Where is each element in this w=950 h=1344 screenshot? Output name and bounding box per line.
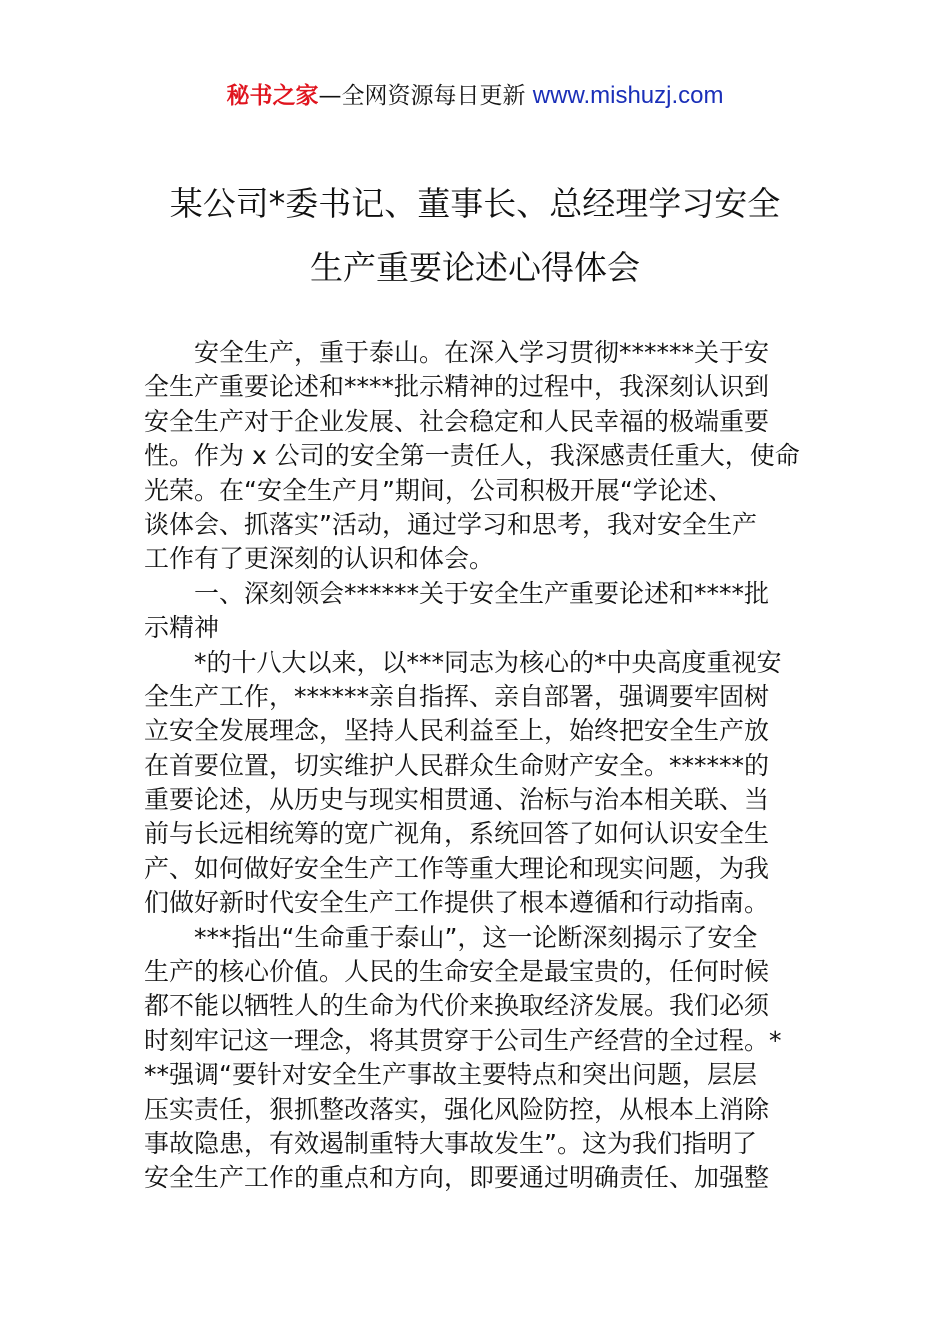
site-tagline: —全网资源每日更新	[318, 83, 533, 109]
body-text-line: 前与长远相统筹的宽广视角，系统回答了如何认识安全生	[144, 819, 770, 849]
body-text-line: 们做好新时代安全生产工作提供了根本遵循和行动指南。	[144, 888, 770, 918]
body-text-line: 产、如何做好安全生产工作等重大理论和现实问题，为我	[144, 853, 770, 883]
body-text-line: 立安全发展理念，坚持人民利益至上，始终把安全生产放	[144, 716, 770, 746]
body-text-line: 时刻牢记这一理念，将其贯穿于公司生产经营的全过程。*	[144, 1025, 782, 1055]
body-text-line: 都不能以牺牲人的生命为代价来换取经济发展。我们必须	[144, 991, 770, 1021]
body-text-line: 一、深刻领会******关于安全生产重要论述和****批	[194, 578, 770, 608]
document-title-line-1: 某公司*委书记、董事长、总经理学习安全	[169, 184, 781, 223]
site-header	[0, 80, 950, 112]
body-text-line: 重要论述，从历史与现实相贯通、治标与治本相关联、当	[144, 785, 770, 815]
body-text-line: 全生产工作，******亲自指挥、亲自部署，强调要牢固树	[144, 681, 770, 711]
body-text-line: 性。作为 x 公司的安全第一责任人，我深感责任重大，使命	[144, 441, 800, 471]
body-text-line: 全生产重要论述和****批示精神的过程中，我深刻认识到	[144, 372, 770, 402]
body-text-line: 工作有了更深刻的认识和体会。	[144, 544, 495, 574]
body-text-line: 光荣。在“安全生产月”期间，公司积极开展“学论述、	[144, 475, 733, 505]
body-text-line: 在首要位置，切实维护人民群众生命财产安全。******的	[144, 750, 770, 780]
body-text-line: *的十八大以来，以***同志为核心的*中央高度重视安	[194, 647, 782, 677]
document-title-line-2: 生产重要论述心得体会	[310, 248, 640, 287]
body-text-line: 事故隐患，有效遏制重特大事故发生”。这为我们指明了	[144, 1128, 757, 1158]
body-text-line: 示精神	[144, 613, 220, 643]
body-text-line: 谈体会、抓落实”活动，通过学习和思考，我对安全生产	[144, 509, 757, 539]
body-text-line: 安全生产对于企业发展、社会稳定和人民幸福的极端重要	[144, 406, 770, 436]
body-text-line: 生产的核心价值。人民的生命安全是最宝贵的，任何时候	[144, 957, 770, 987]
body-text-line: ***指出“生命重于泰山”，这一论断深刻揭示了安全	[194, 922, 758, 952]
body-text-line: **强调“要针对安全生产事故主要特点和突出问题，层层	[144, 1060, 757, 1090]
document-body	[144, 336, 808, 1196]
site-url-link[interactable]: www.mishuzj.com	[532, 82, 724, 109]
body-text-line: 安全生产，重于泰山。在深入学习贯彻******关于安	[194, 338, 770, 367]
document-title	[100, 172, 850, 300]
body-text-line: 压实责任，狠抓整改落实，强化风险防控，从根本上消除	[144, 1094, 770, 1124]
site-brand: 秘书之家	[226, 83, 319, 109]
body-text-line: 安全生产工作的重点和方向，即要通过明确责任、加强整	[144, 1163, 770, 1193]
